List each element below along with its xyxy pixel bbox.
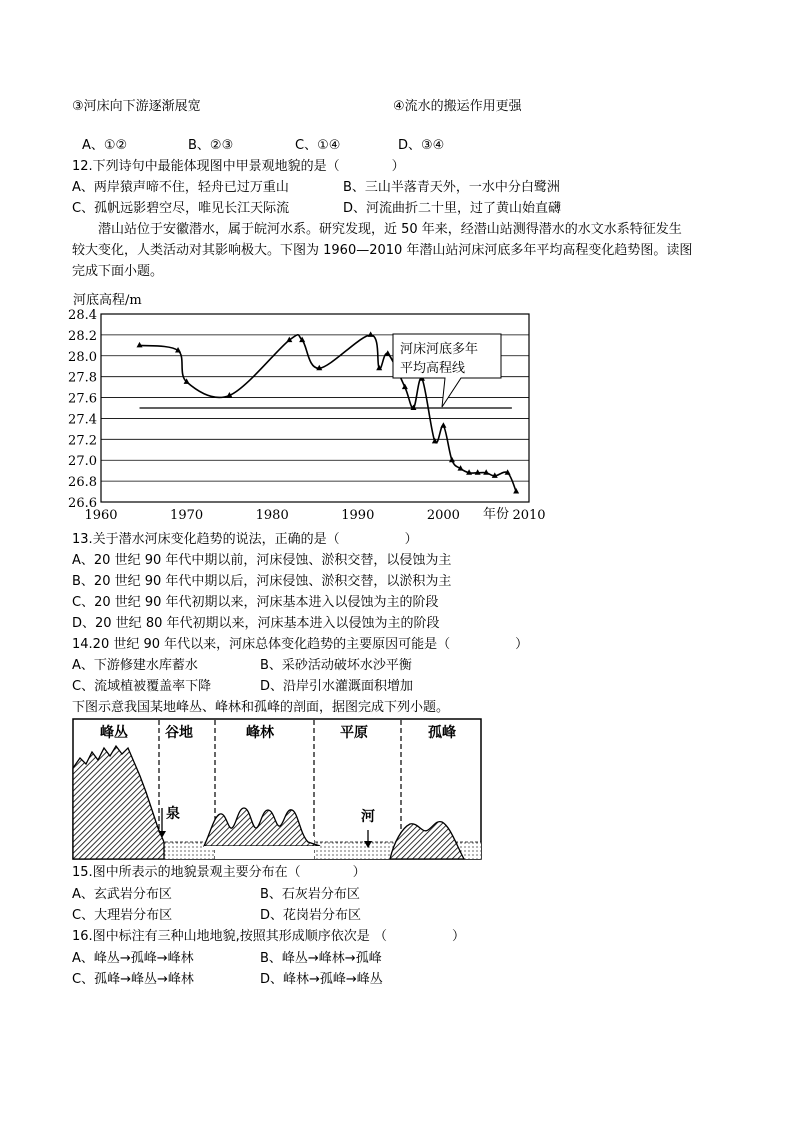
q13-option-b: B、20 世纪 90 年代中期以后，河床侵蚀、淤积交替，以淤积为主 (72, 574, 452, 589)
chart-annotation-line-1: 河床河底多年 (400, 342, 479, 357)
q13-stem: 13.关于潜水河床变化趋势的说法，正确的是（ ） (72, 532, 418, 547)
chart-y-tick-label: 27.2 (68, 433, 97, 449)
q11-choice-d: D、③④ (398, 138, 445, 153)
chart-y-tick-label: 27.4 (68, 412, 97, 428)
q16-option-c: C、孤峰→峰丛→峰林 (72, 972, 194, 987)
passage-line-2: 较大变化，人类活动对其影响极大。下图为 1960—2010 年潜山站河床河底多年平均高程变化趋势图。读图 (72, 243, 693, 258)
q15-option-d: D、花岗岩分布区 (260, 908, 362, 923)
chart-x-tick-label: 1960 (84, 508, 118, 523)
q16-stem: 16.图中标注有三种山地地貌,按照其形成顺序依次是 （ ） (72, 929, 465, 944)
q14-stem: 14.20 世纪 90 年代以来，河床总体变化趋势的主要原因可能是（ ） (72, 637, 529, 652)
q12-option-a: A、两岸猿声啼不住，轻舟已过万重山 (72, 180, 289, 195)
q11-choice-c: C、①④ (295, 138, 341, 153)
zone-label-valley: 谷地 (165, 725, 193, 741)
chart-x-tick-label: 1980 (255, 508, 289, 523)
chart-y-tick-label: 28.0 (68, 349, 97, 365)
q11-choice-b: B、②③ (188, 138, 234, 153)
q12-option-b: B、三山半落青天外，一水中分白鹭洲 (343, 180, 560, 195)
spring-label: 泉 (166, 806, 180, 822)
q11-option-4: ④流水的搬运作用更强 (393, 99, 522, 114)
q12-option-c: C、孤帆远影碧空尽，唯见长江天际流 (72, 201, 290, 216)
q13-option-a: A、20 世纪 90 年代中期以前，河床侵蚀、淤积交替，以侵蚀为主 (72, 553, 452, 568)
karst-profile-diagram (72, 718, 484, 862)
chart-x-axis-label: 年份 (483, 507, 510, 522)
riverbed-elevation-chart (60, 288, 546, 524)
q13-option-c: C、20 世纪 90 年代初期以来，河床基本进入以侵蚀为主的阶段 (72, 595, 439, 610)
q16-option-b: B、峰丛→峰林→孤峰 (260, 951, 382, 966)
q14-option-c: C、流域植被覆盖率下降 (72, 679, 212, 694)
chart-y-tick-label: 27.0 (68, 454, 97, 470)
chart-x-tick-label: 1970 (170, 508, 204, 523)
chart-x-tick-label: 2010 (512, 508, 546, 523)
q11-choice-a: A、①② (82, 138, 128, 153)
chart-y-tick-label: 26.8 (68, 475, 97, 491)
chart-y-tick-label: 28.4 (68, 308, 97, 323)
q14-option-d: D、沿岸引水灌溉面积增加 (260, 679, 414, 694)
chart-y-axis-label: 河底高程/m (73, 293, 142, 308)
q14-option-b: B、采砂活动破坏水沙平衡 (260, 658, 412, 673)
zone-label-plain: 平原 (340, 725, 368, 741)
chart-y-tick-label: 27.6 (68, 391, 97, 407)
chart-x-tick-label: 1990 (341, 508, 375, 523)
q15-option-c: C、大理岩分布区 (72, 908, 173, 923)
chart-x-tick-label: 2000 (426, 508, 460, 523)
q15-option-a: A、玄武岩分布区 (72, 887, 172, 902)
q15-option-b: B、石灰岩分布区 (260, 887, 360, 902)
passage-line-1: 潜山站位于安徽潜水，属于皖河水系。研究发现，近 50 年来，经潜山站测得潜水的水文水系特征发生 (98, 222, 682, 237)
zone-label-peak-forest: 峰林 (246, 725, 274, 741)
q16-option-a: A、峰丛→孤峰→峰林 (72, 951, 194, 966)
chart-y-tick-label: 28.2 (68, 328, 97, 344)
zone-label-isolated-peak: 孤峰 (428, 725, 456, 741)
q16-option-d: D、峰林→孤峰→峰丛 (260, 972, 383, 987)
chart-annotation-line-2: 平均高程线 (400, 361, 466, 376)
q15-stem: 15.图中所表示的地貌景观主要分布在（ ） (72, 865, 366, 880)
zone-label-peak-cluster: 峰丛 (100, 725, 128, 741)
chart-y-tick-label: 27.8 (68, 370, 97, 386)
q12-option-d: D、河流曲折二十里，过了黄山始直礴 (343, 201, 562, 216)
river-label: 河 (361, 809, 375, 825)
q14-option-a: A、下游修建水库蓄水 (72, 658, 198, 673)
chart-y-tick-label: 26.6 (68, 496, 97, 511)
q12-stem: 12.下列诗句中最能体现图中甲景观地貌的是（ ） (72, 159, 405, 174)
q13-option-d: D、20 世纪 80 年代初期以来，河床基本进入以侵蚀为主的阶段 (72, 616, 440, 631)
profile-intro: 下图示意我国某地峰丛、峰林和孤峰的剖面，据图完成下列小题。 (72, 700, 450, 715)
q11-option-3: ③河床向下游逐渐展宽 (72, 99, 201, 114)
passage-line-3: 完成下面小题。 (72, 264, 164, 279)
